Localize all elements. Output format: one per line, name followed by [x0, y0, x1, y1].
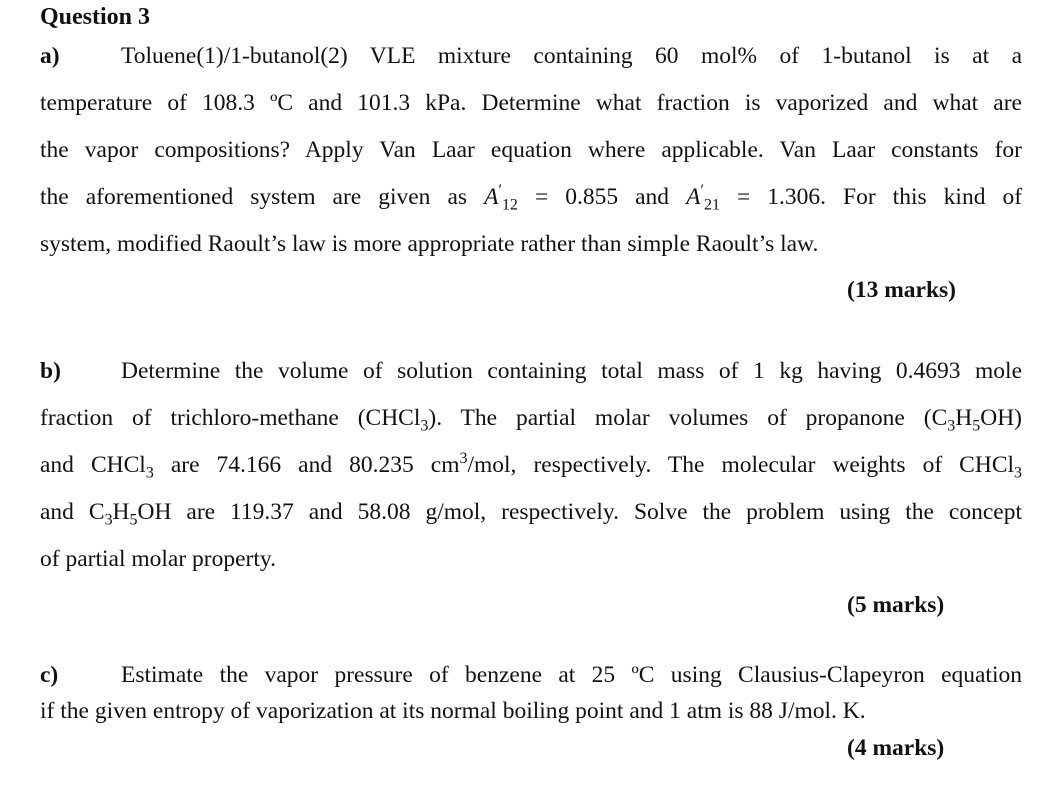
van-laar-a12: $A'_{12} = 0.855$ — [484, 182, 619, 214]
part-b-text-1: Determine the volume of solution containing total mass of 1 kg having 0.4693 mole — [121, 358, 1022, 384]
part-a-label: a) — [40, 43, 60, 69]
question-title: Question 3 — [40, 4, 151, 30]
part-a-line-1 — [40, 41, 1022, 71]
part-b-label: b) — [40, 358, 61, 384]
part-b-marks: (5 marks) — [847, 592, 945, 618]
part-a-and: and — [635, 184, 670, 210]
part-c-text-1: Estimate the vapor pressure of benzene at 25 ºC using Clausius-Clapeyron equation — [121, 662, 1022, 688]
part-c-line-1 — [40, 660, 1022, 690]
part-b-line-5: of partial molar property. — [40, 546, 276, 572]
van-laar-a21: $A'_{21} = 1.306$. — [686, 182, 826, 214]
part-a-line-3: the vapor compositions? Apply Van Laar equation where applicable. Van Laar constants for — [40, 137, 1022, 163]
part-a-line-5: system, modified Raoult’s law is more appropriate rather than simple Raoult’s law. — [40, 231, 819, 257]
part-b-line-1 — [40, 356, 1022, 386]
part-a-line-4 — [40, 182, 1022, 212]
part-c-label: c) — [40, 662, 59, 688]
part-a-text-1: Toluene(1)/1-butanol(2) VLE mixture containing 60 mol% of 1-butanol is at a — [121, 43, 1022, 69]
part-c-line-2: if the given entropy of vaporization at its normal boiling point and 1 atm is 88 J/mol. K. — [40, 698, 866, 724]
part-a-line-2: temperature of 108.3 ºC and 101.3 kPa. Determine what fraction is vaporized and what are — [40, 90, 1022, 116]
part-b-line-3: and CHCl$_3$ are 74.166 and 80.235 $cm^3$/mol, respectively. The molecular weights of CHCl$_3$ — [40, 450, 1023, 482]
part-b-line-2: fraction of trichloro-methane (CHCl$_3$). The partial molar volumes of propanone $(C_3H_5OH)$ — [40, 405, 1022, 435]
part-a-marks: (13 marks) — [847, 277, 956, 303]
part-a-text-4-pre: the aforementioned system are given as — [40, 184, 468, 210]
part-b-line-4: and $C_3H_5OH$ are 119.37 and 58.08 g/mol, respectively. Solve the problem using the concept — [40, 499, 1022, 529]
part-c-marks: (4 marks) — [847, 735, 945, 761]
part-a-text-4-post: For this kind of — [843, 184, 1023, 210]
